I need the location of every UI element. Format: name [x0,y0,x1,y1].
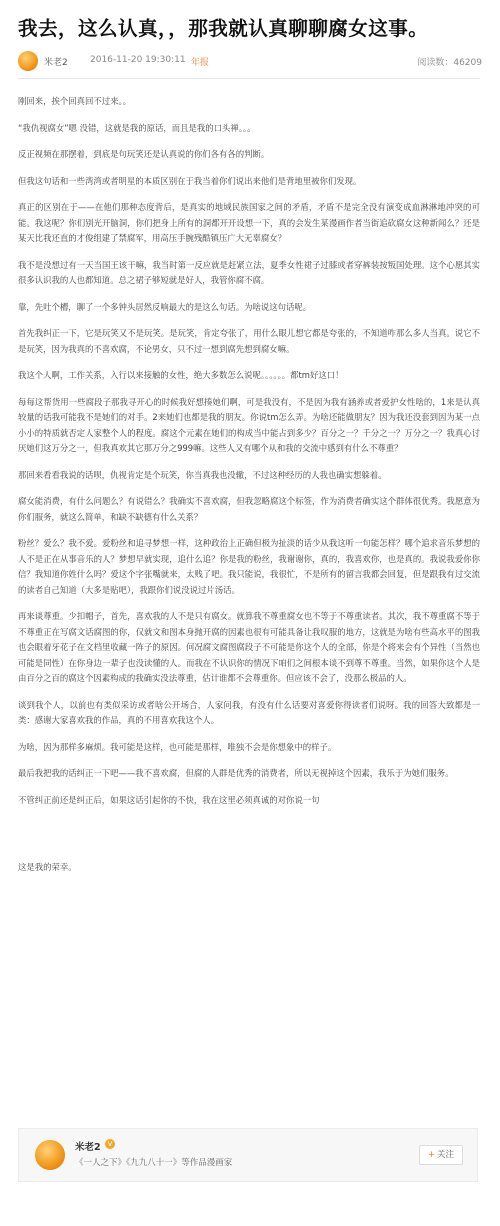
paragraph: 我这个人啊，工作关系，入行以来接触的女性，绝大多数怎么说呢。。。。。。都tm好这口！ [18,370,344,380]
follow-label: 关注 [437,1150,455,1160]
paragraph: “我仇视腐女”嗯 没错，这就是我的原话，而且是我的口头禅。。。 [18,122,256,133]
article-title: 我去，这么认真，，那我就认真聊聊腐女这事。 [18,17,429,40]
publish-date: 2016-11-20 19:30:11 [90,55,186,65]
author-name[interactable]: 米老2 [44,58,68,68]
author-card-avatar[interactable] [35,1140,65,1170]
paragraph: 真正的区别在于——在他们那种态度背后，是真实的地域民族国家之间的矛盾，矛盾不是完全没有演变成血淋淋地冲突的可能。我这呢？你们别光开脑洞，你们把身上所有的洞都开开设想一下，真的会发生某漫画作者当街追砍腐女这种新闻么？还是某天比我还直的才俊组建了禁腐军，用高压手腕残酷镇压广大无辜腐女？ [18,202,480,243]
paragraph: 反正视频在那摆着，到底是句玩笑还是认真说的你们各有各的判断。 [18,149,270,159]
article-meta [18,50,488,72]
paragraph: 首先我纠正一下，它是玩笑又不是玩笑。是玩笑，肯定夸张了，用什么眼儿想它都是夸张的，不知道咋那么多人当真。说它不是玩笑，因为我真的不喜欢腐，不论男女，只不过一想到腐先想到腐女嘛。 [18,328,480,354]
author-card-description: 《一人之下》《九九八十一》等作品漫画家 [75,1158,233,1168]
paragraph: 粉丝？爱么？我不爱。爱粉丝和追寻梦想一样，这种政治上正确但极为扯淡的话少从我这听一句能怎样？哪个追求音乐梦想的人不是正在从事音乐的人？梦想早就实现，追什么追？你是我的粉丝，我谢谢你，真的，我喜欢你，也是真的。我说我爱你你信？我知道你姓什么吗？爱这个字张嘴就来，太贱了吧。我只能说，我很忙，不是所有的留言我都会回复，但是跟我有过交流的读者自己知道（大多是贴吧），我跟你们说没说过片汤话。 [18,538,480,595]
paragraph: 每每这帮货用一些腐段子那我寻开心的时候我好想揍她们啊，可是我没有，不是因为我有涵养或者爱护女性啥的，1来是认真较量的话我可能我不是她们的对手。2来她们也都是我的朋友。你说tm怎么弄。为啥还能做朋友？因为我还没套到因为某一点小小的特质就否定人家整个人的程度。腐这个元素在她们的构成当中能占到多少？百分之一？千分之一？万分之一？我真心讨厌她们这万分之一，但我真欢其它那万分之999嘛。这些人又有哪个从和我的交流中感到有什么不尊重？ [18,396,480,453]
paragraph: 那回来看看我说的话呗，仇视肯定是个玩笑，你当真我也没辙，不过这种经历的人我也确实想躲着。 [18,469,387,480]
paragraph: 再来谈尊重。少扣帽子，首先，喜欢我的人不是只有腐女。就算我不尊重腐女也不等于不尊重读者。其次，我不尊重腐不等于不尊重正在写腐文话腐图的你，仅就文和图本身抛开腐的因素也很有可能具备让我叹服的地方，这就是为啥有些高水平的图我也会眼着牙花子在文档里收藏一阵子的原因。何况腐文腐图腐段子不可能是你这个人的全部，你是个将来会有个异性（当然也可能是同性）在你身边一辈子也没读懂的人。而我在不认识你的情况下咱们之间根本谈不到尊不尊重。当然，如果你这个人是由百分之百的腐这个因素构成的我确实没法尊重，估计谁都不会尊重你。但应该不会了，没那么极品的人。 [18,611,480,683]
paragraph: 最后我把我的话纠正一下吧——我不喜欢腐，但腐的人群是优秀的消费者，所以无视掉这个因素，我乐于为她们服务。 [18,768,454,778]
paragraph: 靠，先吐个槽，聊了一个多钟头居然反响最大的是这么句话。为啥说这句话呢。 [18,301,312,312]
paragraph: 不管纠正前还是纠正后，如果这话引起你的不快，我在这里必须真诚的对你说一句 [18,794,320,805]
paragraph: 我不是没想过有一天当国王该干嘛，我当时第一反应就是赶紧立法，夏季女性裙子过膝或者穿裤装按叛国处理。这个心愿其实很多认识我的人也都知道。总之裙子够短就是好人，我管你腐不腐。 [18,259,480,285]
follow-button[interactable] [419,1145,463,1165]
read-count: 阅读数：46209 [417,58,482,68]
author-card[interactable] [18,1128,478,1182]
plus-icon: + [427,1150,436,1160]
author-avatar[interactable] [18,51,38,71]
author-card-name[interactable]: 米老2 [75,1142,101,1153]
header-divider [18,78,480,79]
closing-paragraph: 这是我的荣幸。 [18,862,77,872]
paragraph: 腐女能消费，有什么问题么？有说错么？我确实不喜欢腐，但我忽略腐这个标签，作为消费者确实这个群体很优秀。我愿意为你们服务，就这么简单，和缺不缺德有什么关系？ [18,496,480,522]
paragraph: 但我这句话和一些湾湾或者明星的本质区别在于我当着你们说出来他们是背地里被你们发现。 [18,175,362,186]
article-tag[interactable]: 年报 [191,58,210,68]
paragraph: 刚回来，挨个回真回不过来。。 [18,96,132,106]
paragraph: 为啥，因为那样多麻烦。我可能是这样，也可能是那样，唯独不会是你想象中的样子。 [18,741,337,752]
verified-badge-icon: V [105,1139,115,1149]
article-body [18,94,480,887]
paragraph: 谈到我个人，以前也有类似采访或者啥公开场合，人家问我，有没有什么话要对喜爱你得读者们说呀。我的回答大致都是一类：感谢大家喜欢我的作品，真的不用喜欢我这个人。 [18,699,480,725]
